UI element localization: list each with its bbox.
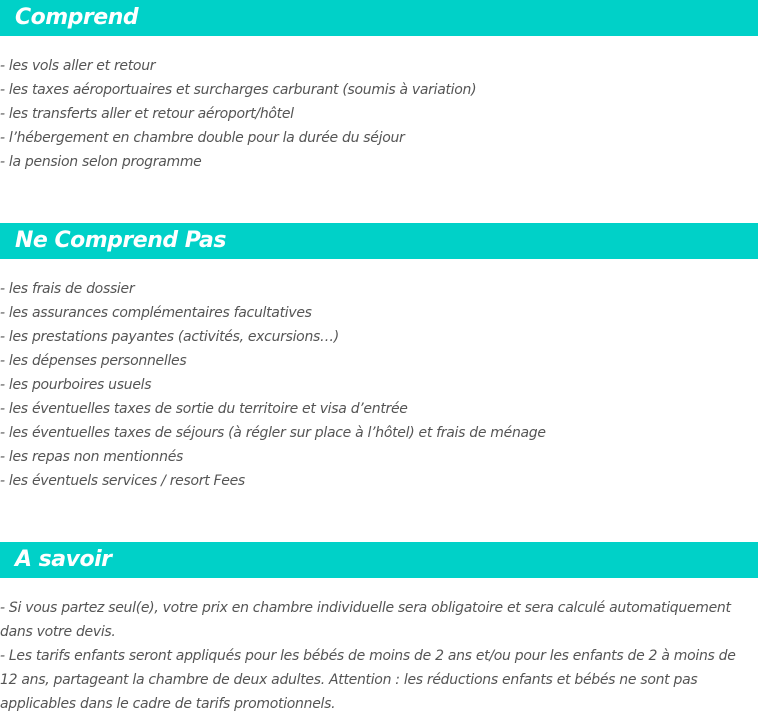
list-item: - la pension selon programme [0, 154, 202, 170]
section-header-a-savoir [0, 542, 758, 578]
info-paragraph-child-rates: - Les tarifs enfants seront appliqués pour les bébés de moins de 2 ans et/ou pour les enfants de 2 à moins de 12 ans, partageant la chambre de deux adultes. Attention : les réductions enfants et bébés ne sont pas applicables dans le cadre de tarifs promotionnels. [0, 648, 736, 712]
list-item: - les dépenses personnelles [0, 353, 187, 369]
section-header-comprend [0, 0, 758, 36]
list-item: - les repas non mentionnés [0, 449, 184, 465]
list-item: - les éventuelles taxes de séjours (à régler sur place à l’hôtel) et frais de ménage [0, 425, 546, 441]
list-item: - les prestations payantes (activités, excursions…) [0, 329, 339, 345]
included-list [0, 54, 758, 174]
list-item: - les frais de dossier [0, 281, 135, 297]
list-item: - les vols aller et retour [0, 58, 156, 74]
list-item: - les assurances complémentaires facultatives [0, 305, 312, 321]
list-item: - les éventuels services / resort Fees [0, 473, 245, 489]
section-title: Ne Comprend Pas [15, 228, 226, 253]
section-header-ne-comprend-pas [0, 223, 758, 259]
info-paragraph-single-room: - Si vous partez seul(e), votre prix en chambre individuelle sera obligatoire et sera calculé automatiquement dans votre devis. [0, 600, 731, 640]
list-item: - les éventuelles taxes de sortie du territoire et visa d’entrée [0, 401, 408, 417]
excluded-list [0, 277, 758, 493]
section-title: A savoir [15, 547, 112, 572]
list-item: - les pourboires usuels [0, 377, 152, 393]
list-item: - l’hébergement en chambre double pour la durée du séjour [0, 130, 405, 146]
list-item: - les taxes aéroportuaires et surcharges carburant (soumis à variation) [0, 82, 477, 98]
list-item: - les transferts aller et retour aéroport/hôtel [0, 106, 294, 122]
section-title: Comprend [15, 5, 139, 30]
